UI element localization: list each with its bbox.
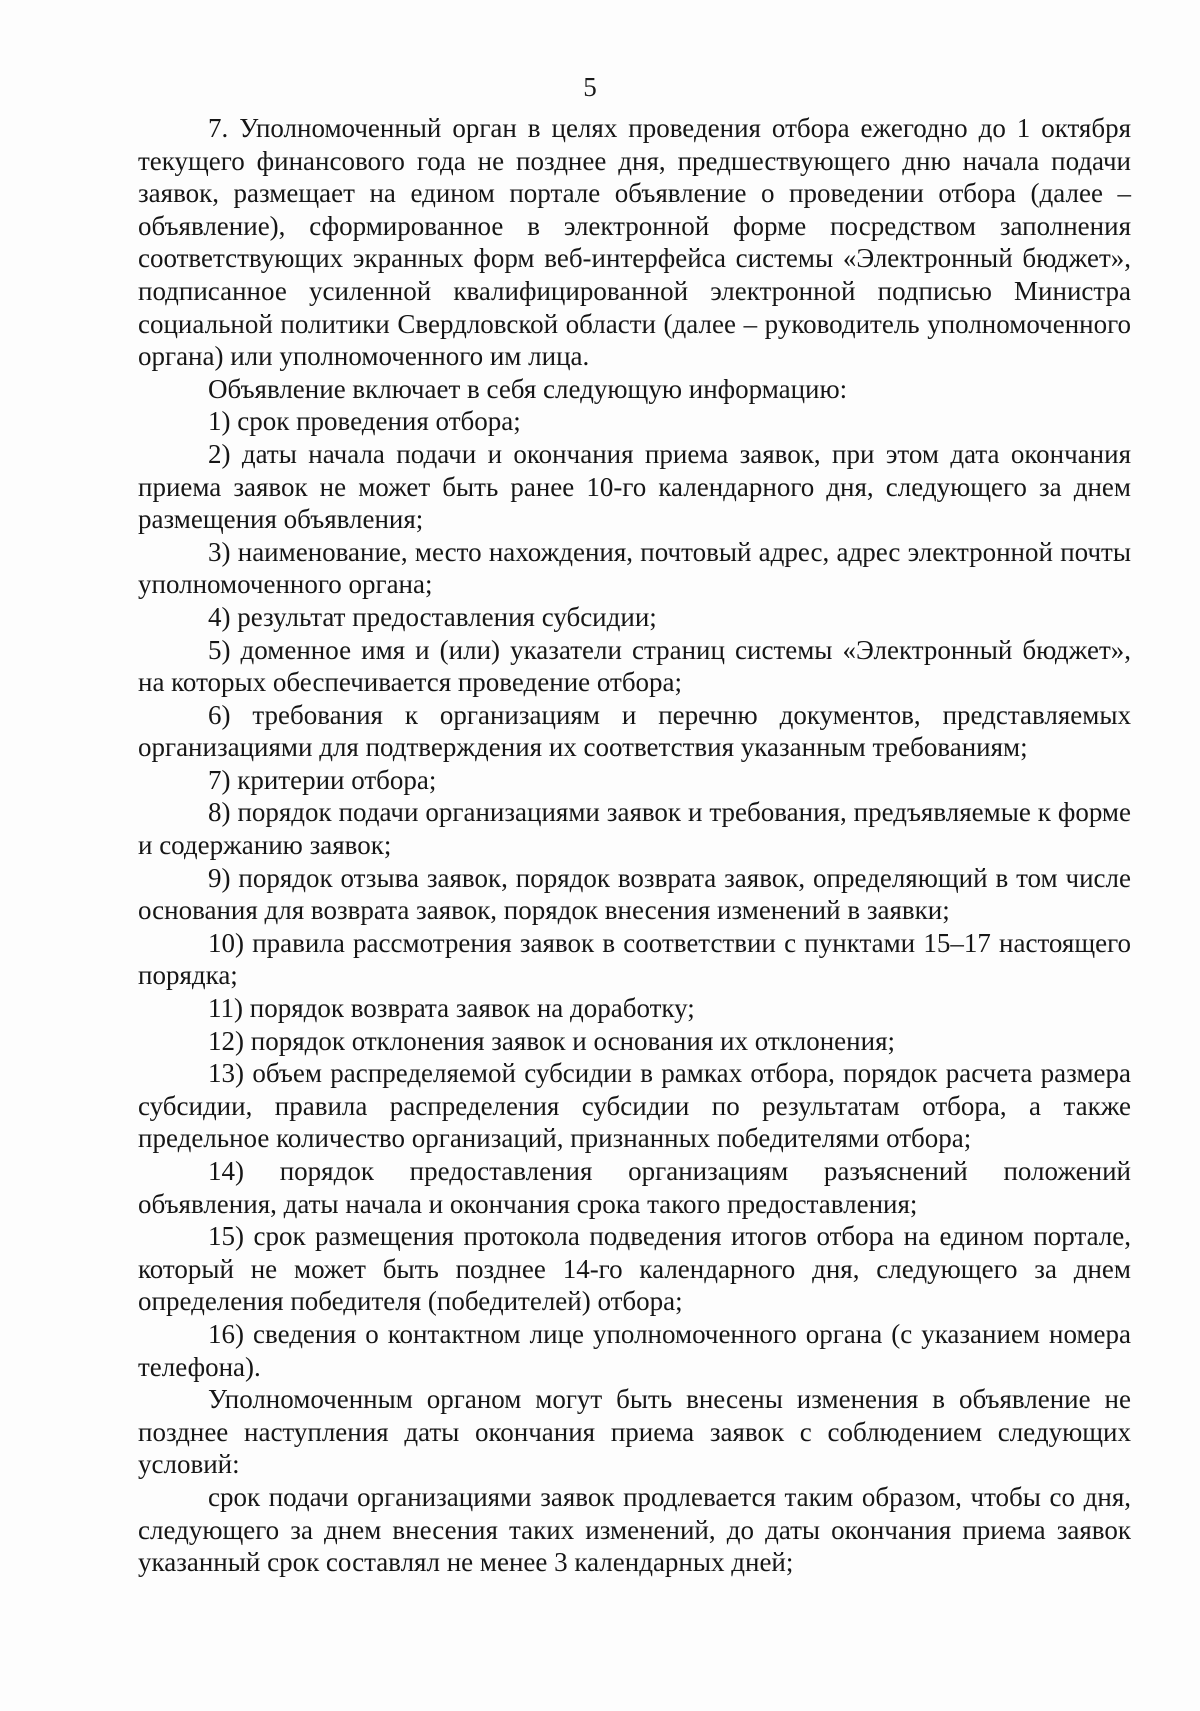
- list-item-2: 2) даты начала подачи и окончания приема заявок, при этом дата окончания приема заявок не может быть ранее 10-го календарного дня, следующего за днем размещения объявления;: [138, 438, 1131, 535]
- list-item-13: 13) объем распределяемой субсидии в рамках отбора, порядок расчета размера субсидии, правила распределения субсидии по результатам отбора, а также предельное количество организаций, признанных победителями отбора;: [138, 1058, 1131, 1154]
- paragraph-7: 7. Уполномоченный орган в целях проведения отбора ежегодно до 1 октября текущего финансового года не позднее дня, предшествующего дню начала подачи заявок, размещает на едином портале объявление о проведении отбора (далее – объявление), сформированное в электронной форме посредством заполнения соответствующих экранных форм веб-интерфейса системы «Электронный бюджет», подписанное усиленной квалифицированной электронной подписью Министра социальной политики Свердловской области (далее – руководитель уполномоченного органа) или уполномоченного им лица.: [138, 113, 1131, 372]
- list-item-5: 5) доменное имя и (или) указатели страниц системы «Электронный бюджет», на которых обеспечивается проведение отбора;: [138, 634, 1131, 698]
- list-item-6: 6) требования к организациям и перечню документов, представляемых организациями для подтверждения их соответствия указанным требованиям;: [138, 699, 1131, 763]
- list-item-7: 7) критерии отбора;: [208, 764, 437, 795]
- list-item-3: 3) наименование, место нахождения, почтовый адрес, адрес электронной почты уполномоченного органа;: [138, 536, 1131, 600]
- list-item-14: 14) порядок предоставления организациям разъяснений положений объявления, даты начала и окончания срока такого предоставления;: [138, 1156, 1131, 1219]
- paragraph-changes: Уполномоченным органом могут быть внесены изменения в объявление не позднее наступления даты окончания приема заявок с соблюдением следующих условий:: [138, 1384, 1131, 1480]
- list-item-10: 10) правила рассмотрения заявок в соответствии с пунктами 15–17 настоящего порядка;: [138, 927, 1131, 991]
- document-body: [138, 112, 1131, 1579]
- paragraph-condition: срок подачи организациями заявок продлевается таким образом, чтобы со дня, следующего за днем внесения таких изменений, до даты окончания приема заявок указанный срок составлял не менее 3 календарных дней;: [138, 1481, 1131, 1578]
- list-item-11: 11) порядок возврата заявок на доработку;: [208, 993, 695, 1024]
- list-item-15: 15) срок размещения протокола подведения итогов отбора на едином портале, который не может быть позднее 14-го календарного дня, следующего за днем определения победителя (победителей) отбора;: [138, 1221, 1131, 1317]
- list-item-9: 9) порядок отзыва заявок, порядок возврата заявок, определяющий в том числе основания для возврата заявок, порядок внесения изменений в заявки;: [138, 862, 1131, 926]
- list-item-8: 8) порядок подачи организациями заявок и требования, предъявляемые к форме и содержанию заявок;: [138, 797, 1131, 861]
- list-item-16: 16) сведения о контактном лице уполномоченного органа (с указанием номера телефона).: [138, 1318, 1131, 1382]
- list-item-1: 1) срок проведения отбора;: [208, 406, 521, 437]
- paragraph-announcement-intro: Объявление включает в себя следующую информацию:: [208, 373, 848, 404]
- list-item-12: 12) порядок отклонения заявок и основания их отклонения;: [208, 1025, 895, 1056]
- list-item-4: 4) результат предоставления субсидии;: [208, 601, 657, 632]
- page-number: 5: [583, 72, 597, 102]
